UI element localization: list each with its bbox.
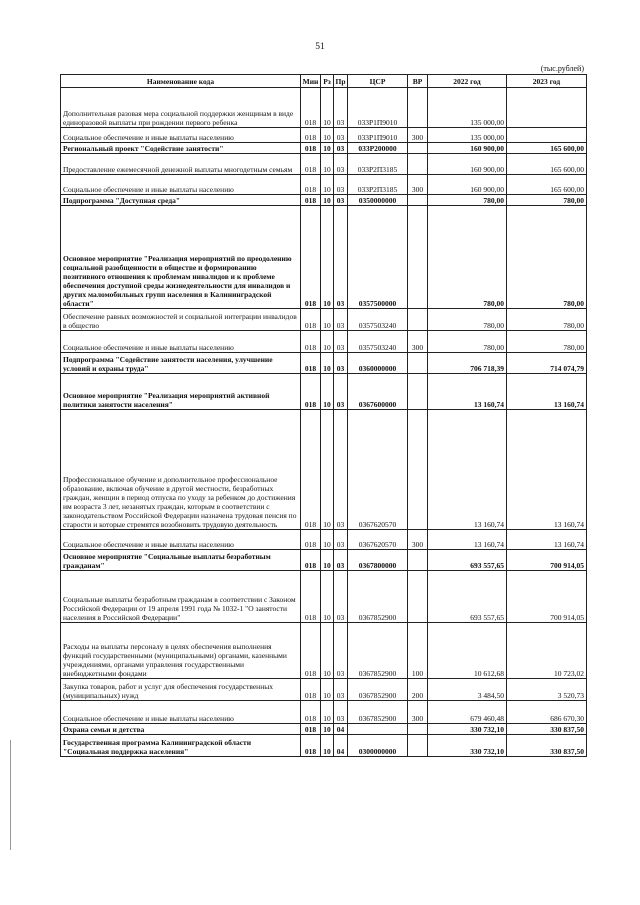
cell-2023: 714 074,79 [507,353,587,374]
cell-csr: 0357503240 [348,331,408,353]
cell-csr: 033Р1П9010 [348,88,408,128]
cell-csr: 033Р200000 [348,143,408,154]
cell-2022: 780,00 [428,206,507,309]
table-row [61,623,587,679]
table-row [61,374,587,410]
cell-2022: 706 718,39 [428,353,507,374]
header-vr: ВР [408,75,428,88]
cell-name: Региональный проект "Содействие занятости" [61,143,301,154]
cell-vr: 300 [408,530,428,550]
cell-csr: 033Р2П3185 [348,175,408,195]
cell-min: 018 [301,550,321,571]
header-2023: 2023 год [507,75,587,88]
table-row [61,143,587,154]
cell-2022: 780,00 [428,195,507,206]
cell-name: Закупка товаров, работ и услуг для обеспечения государственных (муниципальных) нужд [61,679,301,701]
cell-2023: 330 837,50 [507,724,587,735]
cell-csr: 0367852900 [348,679,408,701]
cell-vr [408,410,428,530]
cell-2023: 780,00 [507,331,587,353]
cell-rz: 10 [321,331,334,353]
cell-pr: 03 [334,530,348,550]
cell-rz: 10 [321,679,334,701]
cell-pr: 03 [334,309,348,331]
cell-csr: 0350000000 [348,195,408,206]
cell-rz: 10 [321,530,334,550]
cell-2022: 3 484,50 [428,679,507,701]
header-name: Наименование кода [61,75,301,88]
cell-vr: 200 [408,679,428,701]
margin-line [10,740,11,850]
cell-name: Социальные выплаты безработным гражданам в соответствии с Законом Российской Федерации от 19 апреля 1991 года № 1032-1 "О занятости населения в Российской Федерации" [61,571,301,623]
cell-csr: 0357500000 [348,206,408,309]
cell-name: Основное мероприятие "Реализация мероприятий активной политики занятости населения" [61,374,301,410]
table-row [61,206,587,309]
cell-2023: 165 600,00 [507,154,587,175]
table-row [61,353,587,374]
cell-min: 018 [301,331,321,353]
cell-csr: 0367800000 [348,550,408,571]
table-row [61,128,587,143]
cell-min: 018 [301,410,321,530]
cell-vr [408,195,428,206]
cell-name: Основное мероприятие "Реализация мероприятий по преодолению социальной разобщенности в обществе и формированию позитивного отношения к проблемам инвалидов и к проблеме обеспечения доступной среды жизнедеятельности для инвалидов и других маломобильных групп населения в Калининградской области" [61,206,301,309]
header-2022: 2022 год [428,75,507,88]
cell-2022: 160 900,00 [428,143,507,154]
cell-min: 018 [301,353,321,374]
table-row [61,331,587,353]
cell-rz: 10 [321,735,334,757]
cell-rz: 10 [321,571,334,623]
cell-rz: 10 [321,206,334,309]
cell-2023: 700 914,05 [507,550,587,571]
cell-2023: 780,00 [507,206,587,309]
cell-min: 018 [301,154,321,175]
cell-2023: 780,00 [507,195,587,206]
cell-rz: 10 [321,623,334,679]
table-row [61,571,587,623]
cell-vr: 300 [408,701,428,724]
cell-name: Основное мероприятие "Социальные выплаты безработным гражданам" [61,550,301,571]
cell-min: 018 [301,128,321,143]
cell-name: Социальное обеспечение и иные выплаты населению [61,331,301,353]
header-pr: Пр [335,76,346,86]
cell-2022: 135 000,00 [428,88,507,128]
cell-vr [408,735,428,757]
cell-rz: 10 [321,701,334,724]
cell-rz: 10 [321,154,334,175]
cell-pr: 04 [334,735,348,757]
cell-2023: 10 723,02 [507,623,587,679]
cell-2022: 135 000,00 [428,128,507,143]
cell-2022: 13 160,74 [428,410,507,530]
cell-2023: 13 160,74 [507,410,587,530]
cell-csr: 0300000000 [348,735,408,757]
cell-vr [408,309,428,331]
cell-rz: 10 [321,309,334,331]
cell-name: Социальное обеспечение и иные выплаты населению [61,128,301,143]
cell-2023: 13 160,74 [507,530,587,550]
cell-2023: 700 914,05 [507,571,587,623]
header-rz: Рз [321,75,334,88]
cell-pr: 03 [334,701,348,724]
cell-2022: 693 557,65 [428,571,507,623]
cell-pr: 03 [334,374,348,410]
cell-csr: 0367852900 [348,701,408,724]
cell-min: 018 [301,175,321,195]
units-label: (тыс.рублей) [540,64,584,73]
table-row [61,309,587,331]
cell-pr: 03 [334,550,348,571]
cell-vr: 100 [408,623,428,679]
table-row [61,724,587,735]
cell-rz: 10 [321,195,334,206]
cell-min: 018 [301,374,321,410]
cell-name: Обеспечение равных возможностей и социальной интеграции инвалидов в общество [61,309,301,331]
cell-csr: 0367620570 [348,410,408,530]
cell-vr [408,724,428,735]
cell-2023: 330 837,50 [507,735,587,757]
cell-rz: 10 [321,88,334,128]
budget-table [60,74,587,757]
cell-vr [408,571,428,623]
cell-vr [408,353,428,374]
table-row [61,550,587,571]
table-row [61,88,587,128]
cell-2022: 693 557,65 [428,550,507,571]
table-row [61,735,587,757]
cell-min: 018 [301,679,321,701]
cell-pr: 03 [334,175,348,195]
cell-rz: 10 [321,143,334,154]
cell-name: Социальное обеспечение и иные выплаты населению [61,701,301,724]
table-row [61,701,587,724]
table-header-row [61,75,587,88]
cell-pr: 03 [334,195,348,206]
cell-pr: 03 [334,623,348,679]
cell-name: Социальное обеспечение и иные выплаты населению [61,175,301,195]
table-row [61,410,587,530]
cell-vr [408,374,428,410]
cell-2022: 160 900,00 [428,175,507,195]
cell-min: 018 [301,143,321,154]
cell-min: 018 [301,309,321,331]
cell-csr: 0360000000 [348,353,408,374]
table-row [61,195,587,206]
cell-name: Расходы на выплаты персоналу в целях обеспечения выполнения функций государственными (муниципальными) органами, казенными учреждениями, органами управления государственными внебюджетными фондами [61,623,301,679]
cell-vr: 300 [408,331,428,353]
cell-2023 [507,88,587,128]
cell-csr [348,724,408,735]
header-min: Мин [301,75,321,88]
cell-min: 018 [301,571,321,623]
cell-min: 018 [301,724,321,735]
cell-csr: 0357503240 [348,309,408,331]
page-number: 51 [315,42,325,52]
cell-rz: 10 [321,353,334,374]
cell-pr: 03 [334,154,348,175]
cell-2022: 780,00 [428,331,507,353]
cell-2022: 330 732,10 [428,735,507,757]
table-row [61,530,587,550]
cell-pr: 03 [334,353,348,374]
cell-pr: 03 [334,331,348,353]
cell-csr: 0367852900 [348,571,408,623]
cell-pr: 03 [334,206,348,309]
cell-2022: 679 460,48 [428,701,507,724]
cell-name: Социальное обеспечение и иные выплаты населению [61,530,301,550]
cell-name: Подпрограмма "Доступная среда" [61,195,301,206]
cell-rz: 10 [321,175,334,195]
cell-vr [408,154,428,175]
cell-name: Профессиональное обучение и дополнительное профессиональное образование, включая обучение в другой местности, безработных граждан, женщин в период отпуска по уходу за ребенком до достижения им возраста 3 лет, незанятых граждан, которым в соответствии с законодательством Российской Федерации назначена трудовая пенсия по старости и которые стремятся возобновить трудовую деятельность [61,410,301,530]
cell-2023 [507,128,587,143]
cell-pr: 03 [334,128,348,143]
cell-2023: 165 600,00 [507,143,587,154]
cell-csr: 0367620570 [348,530,408,550]
cell-name: Охрана семьи и детства [61,724,301,735]
cell-min: 018 [301,88,321,128]
cell-2023: 686 670,30 [507,701,587,724]
cell-2023: 3 520,73 [507,679,587,701]
table-row [61,679,587,701]
cell-2023: 165 600,00 [507,175,587,195]
cell-vr: 300 [408,128,428,143]
cell-csr: 0367600000 [348,374,408,410]
cell-vr: 300 [408,175,428,195]
cell-name: Дополнительная разовая мера социальной поддержки женщинам в виде единоразовой выплаты при рождении первого ребенка [61,88,301,128]
cell-2022: 330 732,10 [428,724,507,735]
cell-2022: 160 900,00 [428,154,507,175]
cell-vr [408,206,428,309]
cell-min: 018 [301,195,321,206]
cell-vr [408,550,428,571]
cell-vr [408,88,428,128]
cell-pr: 03 [334,143,348,154]
cell-rz: 10 [321,128,334,143]
cell-name: Государственная программа Калининградской области "Социальная поддержка населения" [61,735,301,757]
cell-pr: 03 [334,88,348,128]
cell-min: 018 [301,530,321,550]
cell-2022: 10 612,68 [428,623,507,679]
cell-name: Подпрограмма "Содействие занятости населения, улучшение условий и охраны труда" [61,353,301,374]
cell-vr [408,143,428,154]
cell-csr: 033Р2П3185 [348,154,408,175]
cell-2022: 13 160,74 [428,374,507,410]
cell-pr: 03 [334,571,348,623]
cell-rz: 10 [321,724,334,735]
cell-min: 018 [301,735,321,757]
cell-2022: 13 160,74 [428,530,507,550]
cell-csr: 0367852900 [348,623,408,679]
cell-pr: 04 [334,724,348,735]
cell-pr: 03 [334,679,348,701]
cell-rz: 10 [321,550,334,571]
cell-2022: 780,00 [428,309,507,331]
cell-2023: 780,00 [507,309,587,331]
table-row [61,154,587,175]
cell-rz: 10 [321,410,334,530]
cell-csr: 033Р1П9010 [348,128,408,143]
cell-min: 018 [301,206,321,309]
cell-rz: 10 [321,374,334,410]
cell-name: Предоставление ежемесячной денежной выплаты многодетным семьям [61,154,301,175]
header-csr: ЦСР [348,75,408,88]
cell-min: 018 [301,701,321,724]
cell-2023: 13 160,74 [507,374,587,410]
cell-pr: 03 [334,410,348,530]
table-row [61,175,587,195]
cell-min: 018 [301,623,321,679]
